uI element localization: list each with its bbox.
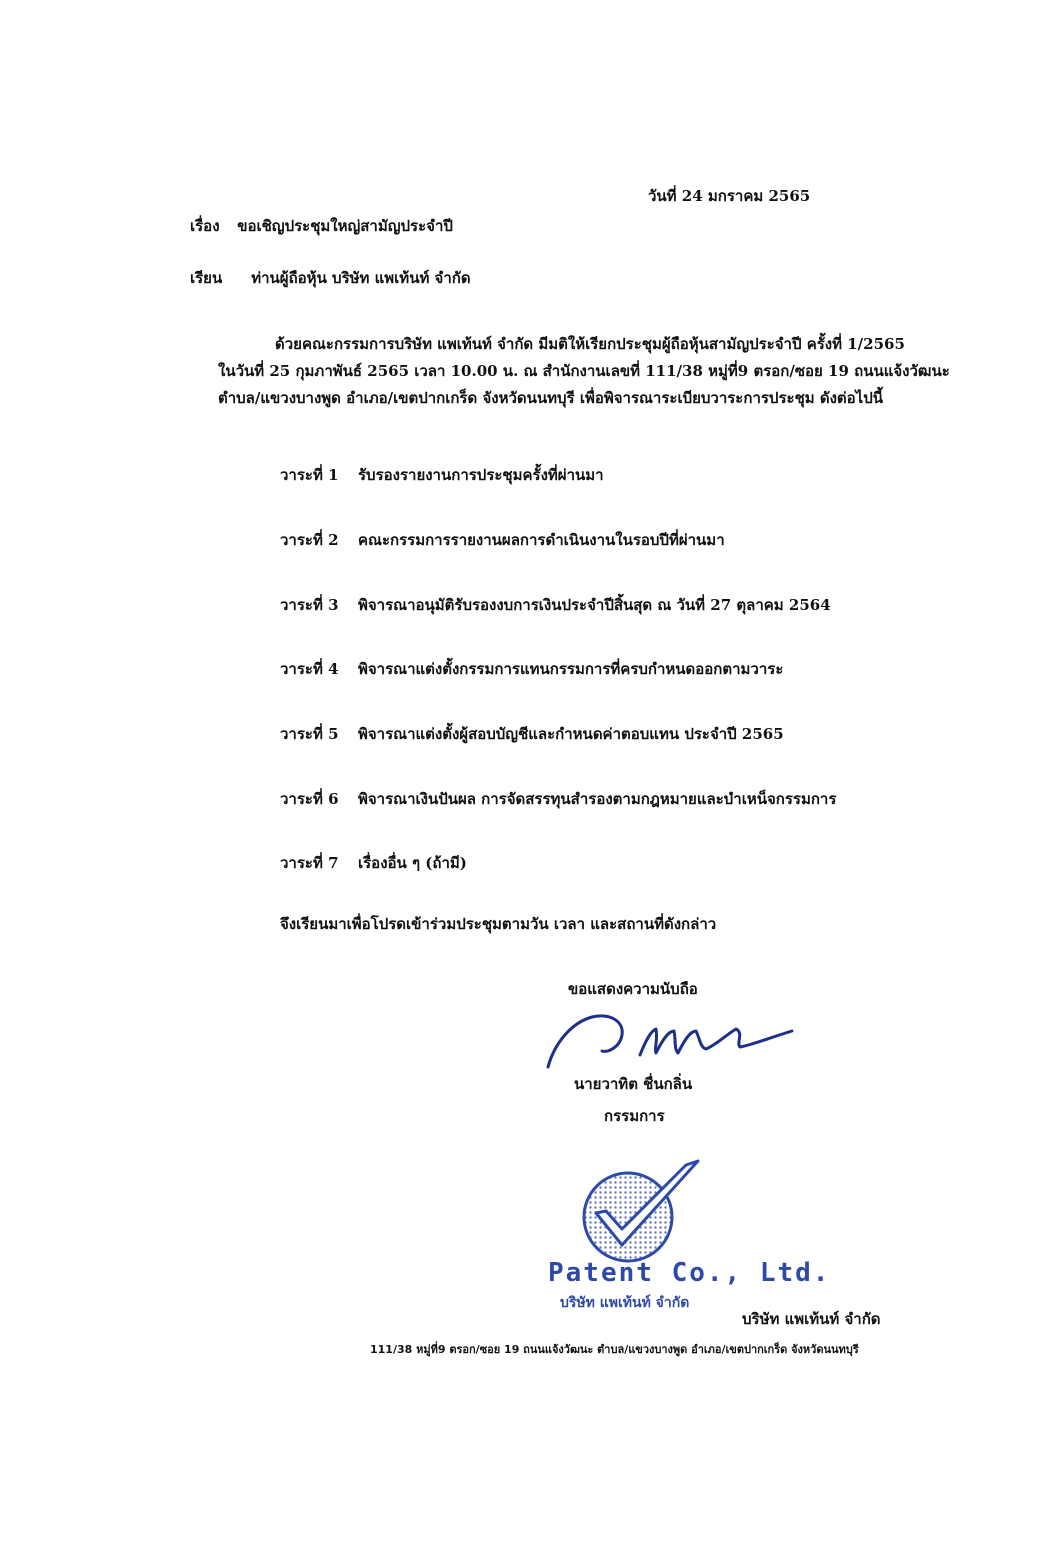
agenda-item (280, 463, 604, 487)
agenda-item (280, 722, 784, 746)
signer-name: นายวาทิต ชื่นกลิ่น (574, 1075, 693, 1093)
body-line: ในวันที่ 25 กุมภาพันธ์ 2565 เวลา 10.00 น. ณ สำนักงานเลขที่ 111/38 หมู่ที่9 ตรอก/ซอย 19 ถนนแจ้งวัฒนะ (218, 362, 950, 380)
seal-text-thai: บริษัท แพเท้นท์ จำกัด (560, 1295, 690, 1311)
regards-text: ขอแสดงความนับถือ (568, 980, 698, 998)
recipient-text: ท่านผู้ถือหุ้น บริษัท แพเท้นท์ จำกัด (251, 269, 471, 287)
agenda-item (280, 787, 836, 811)
signer-title: กรรมการ (604, 1107, 665, 1125)
body-line: ตำบล/แขวงบางพูด อำเภอ/เขตปากเกร็ด จังหวัดนนทบุรี เพื่อพิจารณาระเบียบวาระการประชุม ดังต่อไปนี้ (218, 389, 883, 407)
agenda-number: วาระที่ 3 (280, 596, 339, 614)
recipient-line (190, 268, 471, 288)
agenda-number: วาระที่ 7 (280, 854, 339, 872)
agenda-text: พิจารณาแต่งตั้งกรรมการแทนกรรมการที่ครบกำหนดออกตามวาระ (358, 660, 784, 678)
body-paragraph (218, 331, 950, 412)
company-seal-icon (548, 1155, 748, 1315)
agenda-number: วาระที่ 1 (280, 466, 339, 484)
company-address: 111/38 หมู่ที่9 ตรอก/ซอย 19 ถนนแจ้งวัฒนะ ตำบล/แขวงบางพูด อำเภอ/เขตปากเกร็ด จังหวัดนนทบุรี (370, 1343, 859, 1356)
agenda-item (280, 657, 783, 681)
subject-line (190, 216, 453, 236)
agenda-text: รับรองรายงานการประชุมครั้งที่ผ่านมา (358, 466, 604, 484)
agenda-text: พิจารณาเงินปันผล การจัดสรรทุนสำรองตามกฎหมายและบำเหน็จกรรมการ (358, 790, 837, 808)
agenda-item (280, 528, 725, 552)
agenda-text: พิจารณาอนุมัติรับรองงบการเงินประจำปีสิ้นสุด ณ วันที่ 27 ตุลาคม 2564 (358, 596, 831, 614)
agenda-text: เรื่องอื่น ๆ (ถ้ามี) (358, 854, 467, 872)
agenda-number: วาระที่ 4 (280, 660, 339, 678)
agenda-number: วาระที่ 6 (280, 790, 339, 808)
recipient-label: เรียน (190, 269, 223, 287)
closing-sentence: จึงเรียนมาเพื่อโปรดเข้าร่วมประชุมตามวัน เวลา และสถานที่ดังกล่าว (280, 915, 717, 933)
subject-text: ขอเชิญประชุมใหญ่สามัญประจำปี (237, 217, 453, 235)
body-line: ด้วยคณะกรรมการบริษัท แพเท้นท์ จำกัด มีมติให้เรียกประชุมผู้ถือหุ้นสามัญประจำปี ครั้งที่ 1/2565 (275, 335, 905, 353)
agenda-number: วาระที่ 2 (280, 531, 339, 549)
agenda-text: คณะกรรมการรายงานผลการดำเนินงานในรอบปีที่ผ่านมา (358, 531, 725, 549)
letter-date: วันที่ 24 มกราคม 2565 (648, 187, 811, 205)
agenda-item (280, 593, 831, 617)
company-name: บริษัท แพเท้นท์ จำกัด (742, 1310, 881, 1328)
subject-label: เรื่อง (190, 217, 220, 235)
signature-icon (540, 1005, 800, 1073)
agenda-text: พิจารณาแต่งตั้งผู้สอบบัญชีและกำหนดค่าตอบแทน ประจำปี 2565 (358, 725, 784, 743)
seal-text-english: Patent Co., Ltd. (548, 1258, 831, 1288)
agenda-item (280, 851, 467, 875)
agenda-number: วาระที่ 5 (280, 725, 339, 743)
